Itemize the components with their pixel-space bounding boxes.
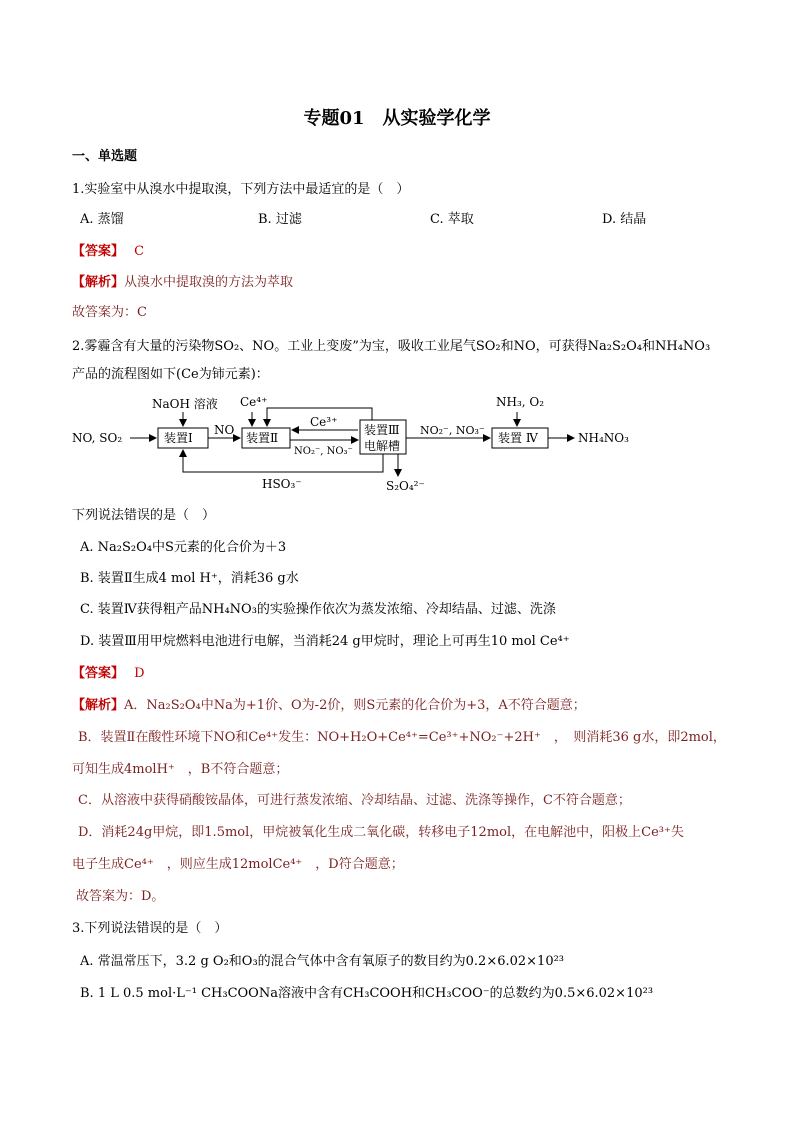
diagram-hso3: HSO₃⁻ [262, 477, 302, 491]
q3-stem: 3.下列说法错误的是（ ） [72, 921, 228, 936]
diagram-reagent4: NH₃, O₂ [496, 395, 545, 409]
diagram-s2o4: S₂O₄²⁻ [386, 479, 425, 493]
q2-prompt: 下列说法错误的是（ ） [72, 508, 216, 523]
q2-analysis-text-1: A．Na₂S₂O₄中Na为+1价、O为-2价，则S元素的化合价为+3，A不符合题意； [124, 698, 586, 713]
q2-option-b: B. 装置Ⅱ生成4 mol H⁺，消耗36 g水 [80, 571, 299, 586]
diagram-device3a: 装置Ⅲ [364, 423, 400, 437]
q1-answer [72, 243, 144, 261]
diagram-ce4: Ce⁴⁺ [240, 395, 268, 409]
q3-option-a: A. 常温常压下，3.2 g O₂和O₃的混合气体中含有氧原子的数目约为0.2×6.02×10²³ [80, 954, 565, 969]
q1-option-b: B. 过滤 [258, 212, 302, 227]
q2-stem-line1: 2.雾霾含有大量的污染物SO₂、NO。工业上变废”为宝，吸收工业尾气SO₂和NO，可获得Na₂S₂O₄和NH₄NO₃ [72, 339, 711, 354]
diagram-no: NO [214, 423, 235, 437]
diagram-input: NO, SO₂ [72, 431, 123, 445]
q3-option-b: B. 1 L 0.5 mol·L⁻¹ CH₃COONa溶液中含有CH₃COOH和CH₃COO⁻的总数约为0.5×6.02×10²³ [80, 986, 654, 1001]
process-flow-diagram [72, 394, 672, 496]
q2-final: 故答案为：D。 [76, 889, 165, 904]
q2-analysis-line4: C．从溶液中获得硝酸铵晶体，可进行蒸发浓缩、冷却结晶、过滤、洗涤等操作，C不符合题意； [78, 793, 631, 808]
q1-analysis [72, 274, 293, 292]
diagram-device3b: 电解槽 [364, 439, 401, 453]
q1-answer-value: C [134, 244, 145, 259]
q2-option-a: A. Na₂S₂O₄中S元素的化合价为＋3 [80, 540, 287, 555]
q1-option-a: A. 蒸馏 [80, 212, 124, 227]
q2-analysis-line5: D．消耗24g甲烷，即1.5mol，甲烷被氧化生成二氧化碳，转移电子12mol，在电解池中，阳极上Ce³⁺失 [78, 825, 684, 840]
diagram-reagent1: NaOH 溶液 [152, 397, 218, 411]
q1-final: 故答案为：C [72, 305, 147, 320]
q2-analysis-line6: 电子生成Ce⁴⁺ ，则应生成12molCe⁴⁺ ，D符合题意； [72, 857, 404, 872]
q1-option-c: C. 萃取 [430, 212, 474, 227]
diagram-ce3: Ce³⁺ [310, 415, 338, 429]
diagram-output: NH₄NO₃ [578, 431, 629, 445]
q2-stem-line2: 产品的流程图如下(Ce为铈元素)： [72, 367, 269, 382]
q2-option-d: D. 装置Ⅲ用甲烷燃料电池进行电解，当消耗24 g甲烷时，理论上可再生10 mol Ce⁴⁺ [80, 634, 570, 649]
diagram-device2: 装置Ⅱ [246, 431, 279, 445]
q1-option-d: D. 结晶 [602, 212, 647, 227]
q2-answer [72, 665, 145, 683]
q1-answer-label: 【答案】 [72, 244, 125, 259]
q1-analysis-label: 【解析】 [72, 275, 125, 290]
page-title: 专题01 从实验学化学 [303, 108, 491, 129]
q2-analysis-line1 [72, 697, 586, 715]
q1-analysis-text: 从溴水中提取溴的方法为萃取 [124, 275, 294, 290]
diagram-no-mix: NO₂⁻, NO₃⁻ [294, 446, 353, 457]
q2-analysis-line3: 可知生成4molH⁺ ，B不符合题意； [72, 762, 289, 777]
diagram-no-mix2: NO₂⁻, NO₃⁻ [420, 424, 485, 437]
q2-analysis-label: 【解析】 [72, 698, 125, 713]
diagram-device4: 装置 Ⅳ [498, 431, 538, 445]
q2-option-c: C. 装置Ⅳ获得粗产品NH₄NO₃的实验操作依次为蒸发浓缩、冷却结晶、过滤、洗涤 [80, 602, 556, 617]
diagram-device1: 装置Ⅰ [164, 431, 193, 445]
q2-analysis-line2: B．装置Ⅱ在酸性环境下NO和Ce⁴⁺发生：NO+H₂O+Ce⁴⁺=Ce³⁺+NO₂⁻+2H⁺ ， 则消耗36 g水，即2mol， [78, 730, 726, 745]
q1-stem: 1.实验室中从溴水中提取溴，下列方法中最适宜的是（ ） [72, 182, 410, 197]
section-heading: 一、单选题 [72, 149, 138, 164]
q2-answer-label: 【答案】 [72, 666, 125, 681]
q2-answer-value: D [134, 666, 145, 681]
